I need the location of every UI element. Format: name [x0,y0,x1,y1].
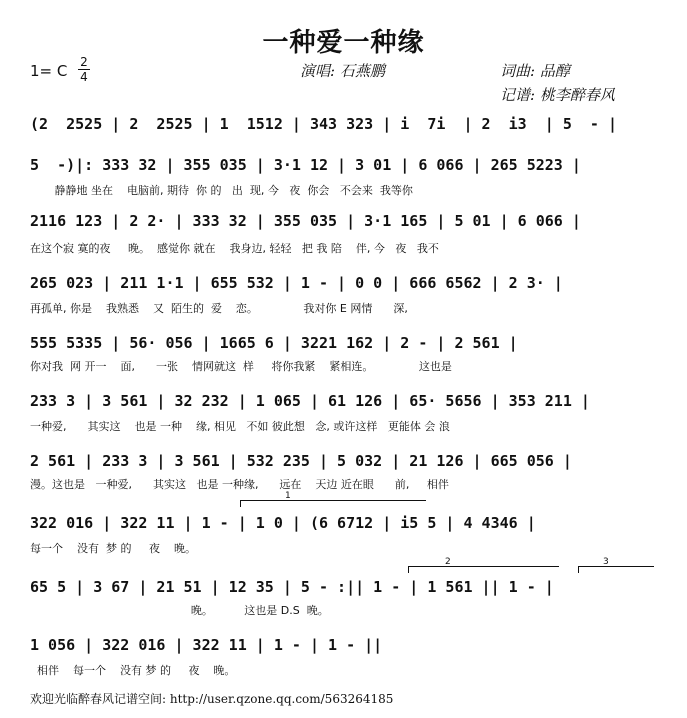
volta-label-2: 2 [445,557,451,567]
volta-bracket-3 [578,557,654,573]
score-row-8-lyrics: 每一个 没有 梦 的 夜 晚。 [30,542,196,555]
score-row-3-lyrics: 在这个寂 寞的夜 晚。 感觉你 就在 我身边, 轻轻 把 我 陪 伴, 今 夜 我不 [30,242,439,255]
score-row-6-notes: 233 3 | 3 561 | 32 232 | 1 065 | 61 126 | 65· 5656 | 353 211 | [30,392,590,410]
score-row-9-notes: 65 5 | 3 67 | 21 51 | 12 35 | 5 - :|| 1 - | 1 561 || 1 - | [30,578,554,596]
volta-bracket-2 [408,557,559,573]
meter-top: 2 [80,55,88,69]
lyrics-music-credit: 词曲: 品醇 [500,62,570,80]
score-row-10-notes: 1 056 | 322 016 | 322 11 | 1 - | 1 - || [30,636,383,654]
score-row-5-notes: 555 5335 | 56· 056 | 1665 6 | 3221 162 | 2 - | 2 561 | [30,334,518,352]
score-row-5-lyrics: 你对我 网 开一 面, 一张 情网就这 样 将你我紧 紧相连。 这也是 [30,360,452,373]
score-row-6-lyrics: 一种爱, 其实这 也是 一种 缘, 相见 不如 彼此想 念, 或许这样 更能体 会 浪 [30,420,450,433]
score-row-4-lyrics: 再孤单, 你是 我熟悉 又 陌生的 爱 恋。 我对你 E 网情 深, [30,302,408,315]
page-title: 一种爱一种缘 [262,28,425,58]
transcriber-credit: 记谱: 桃李醉春风 [500,86,615,104]
score-row-2-notes: 5 -)|: 333 32 | 355 035 | 3·1 12 | 3 01 | 6 066 | 265 5223 | [30,156,581,174]
footer-note: 欢迎光临醉春风记谱空间: http://user.qzone.qq.com/563264185 [30,692,394,706]
score-row-2-lyrics: 静静地 坐在 电脑前, 期待 你 的 出 现, 今 夜 你会 不会来 我等你 [30,184,413,197]
score-row-1-notes: (2 2525 | 2 2525 | 1 1512 | 343 323 | i 7i | 2 i3 | 5 - | [30,115,617,133]
score-row-7-lyrics: 漫。这也是 一种爱, 其实这 也是 一种缘, 远在 天边 近在眼 前, 相伴 [30,478,449,491]
score-row-8-notes: 322 016 | 322 11 | 1 - | 1 0 | (6 6712 | i5 5 | 4 4346 | [30,514,536,532]
score-row-9-lyrics: 晚。 这也是 D.S 晚。 [30,604,329,617]
score-row-4-notes: 265 023 | 211 1·1 | 655 532 | 1 - | 0 0 | 666 6562 | 2 3· | [30,274,563,292]
time-signature [78,56,90,83]
score-row-3-notes: 2116 123 | 2 2· | 333 32 | 355 035 | 3·1 165 | 5 01 | 6 066 | [30,212,581,230]
volta-label-3: 3 [603,557,609,567]
singer-credit: 演唱: 石燕鹏 [300,62,385,80]
score-row-7-notes: 2 561 | 233 3 | 3 561 | 532 235 | 5 032 | 21 126 | 665 056 | [30,452,572,470]
key-signature: 1= C [30,62,68,80]
score-row-10-lyrics: 相伴 每一个 没有 梦 的 夜 晚。 [30,664,236,677]
volta-bracket-1 [240,491,426,507]
volta-label-1: 1 [285,491,291,501]
meter-bottom: 4 [80,70,88,84]
